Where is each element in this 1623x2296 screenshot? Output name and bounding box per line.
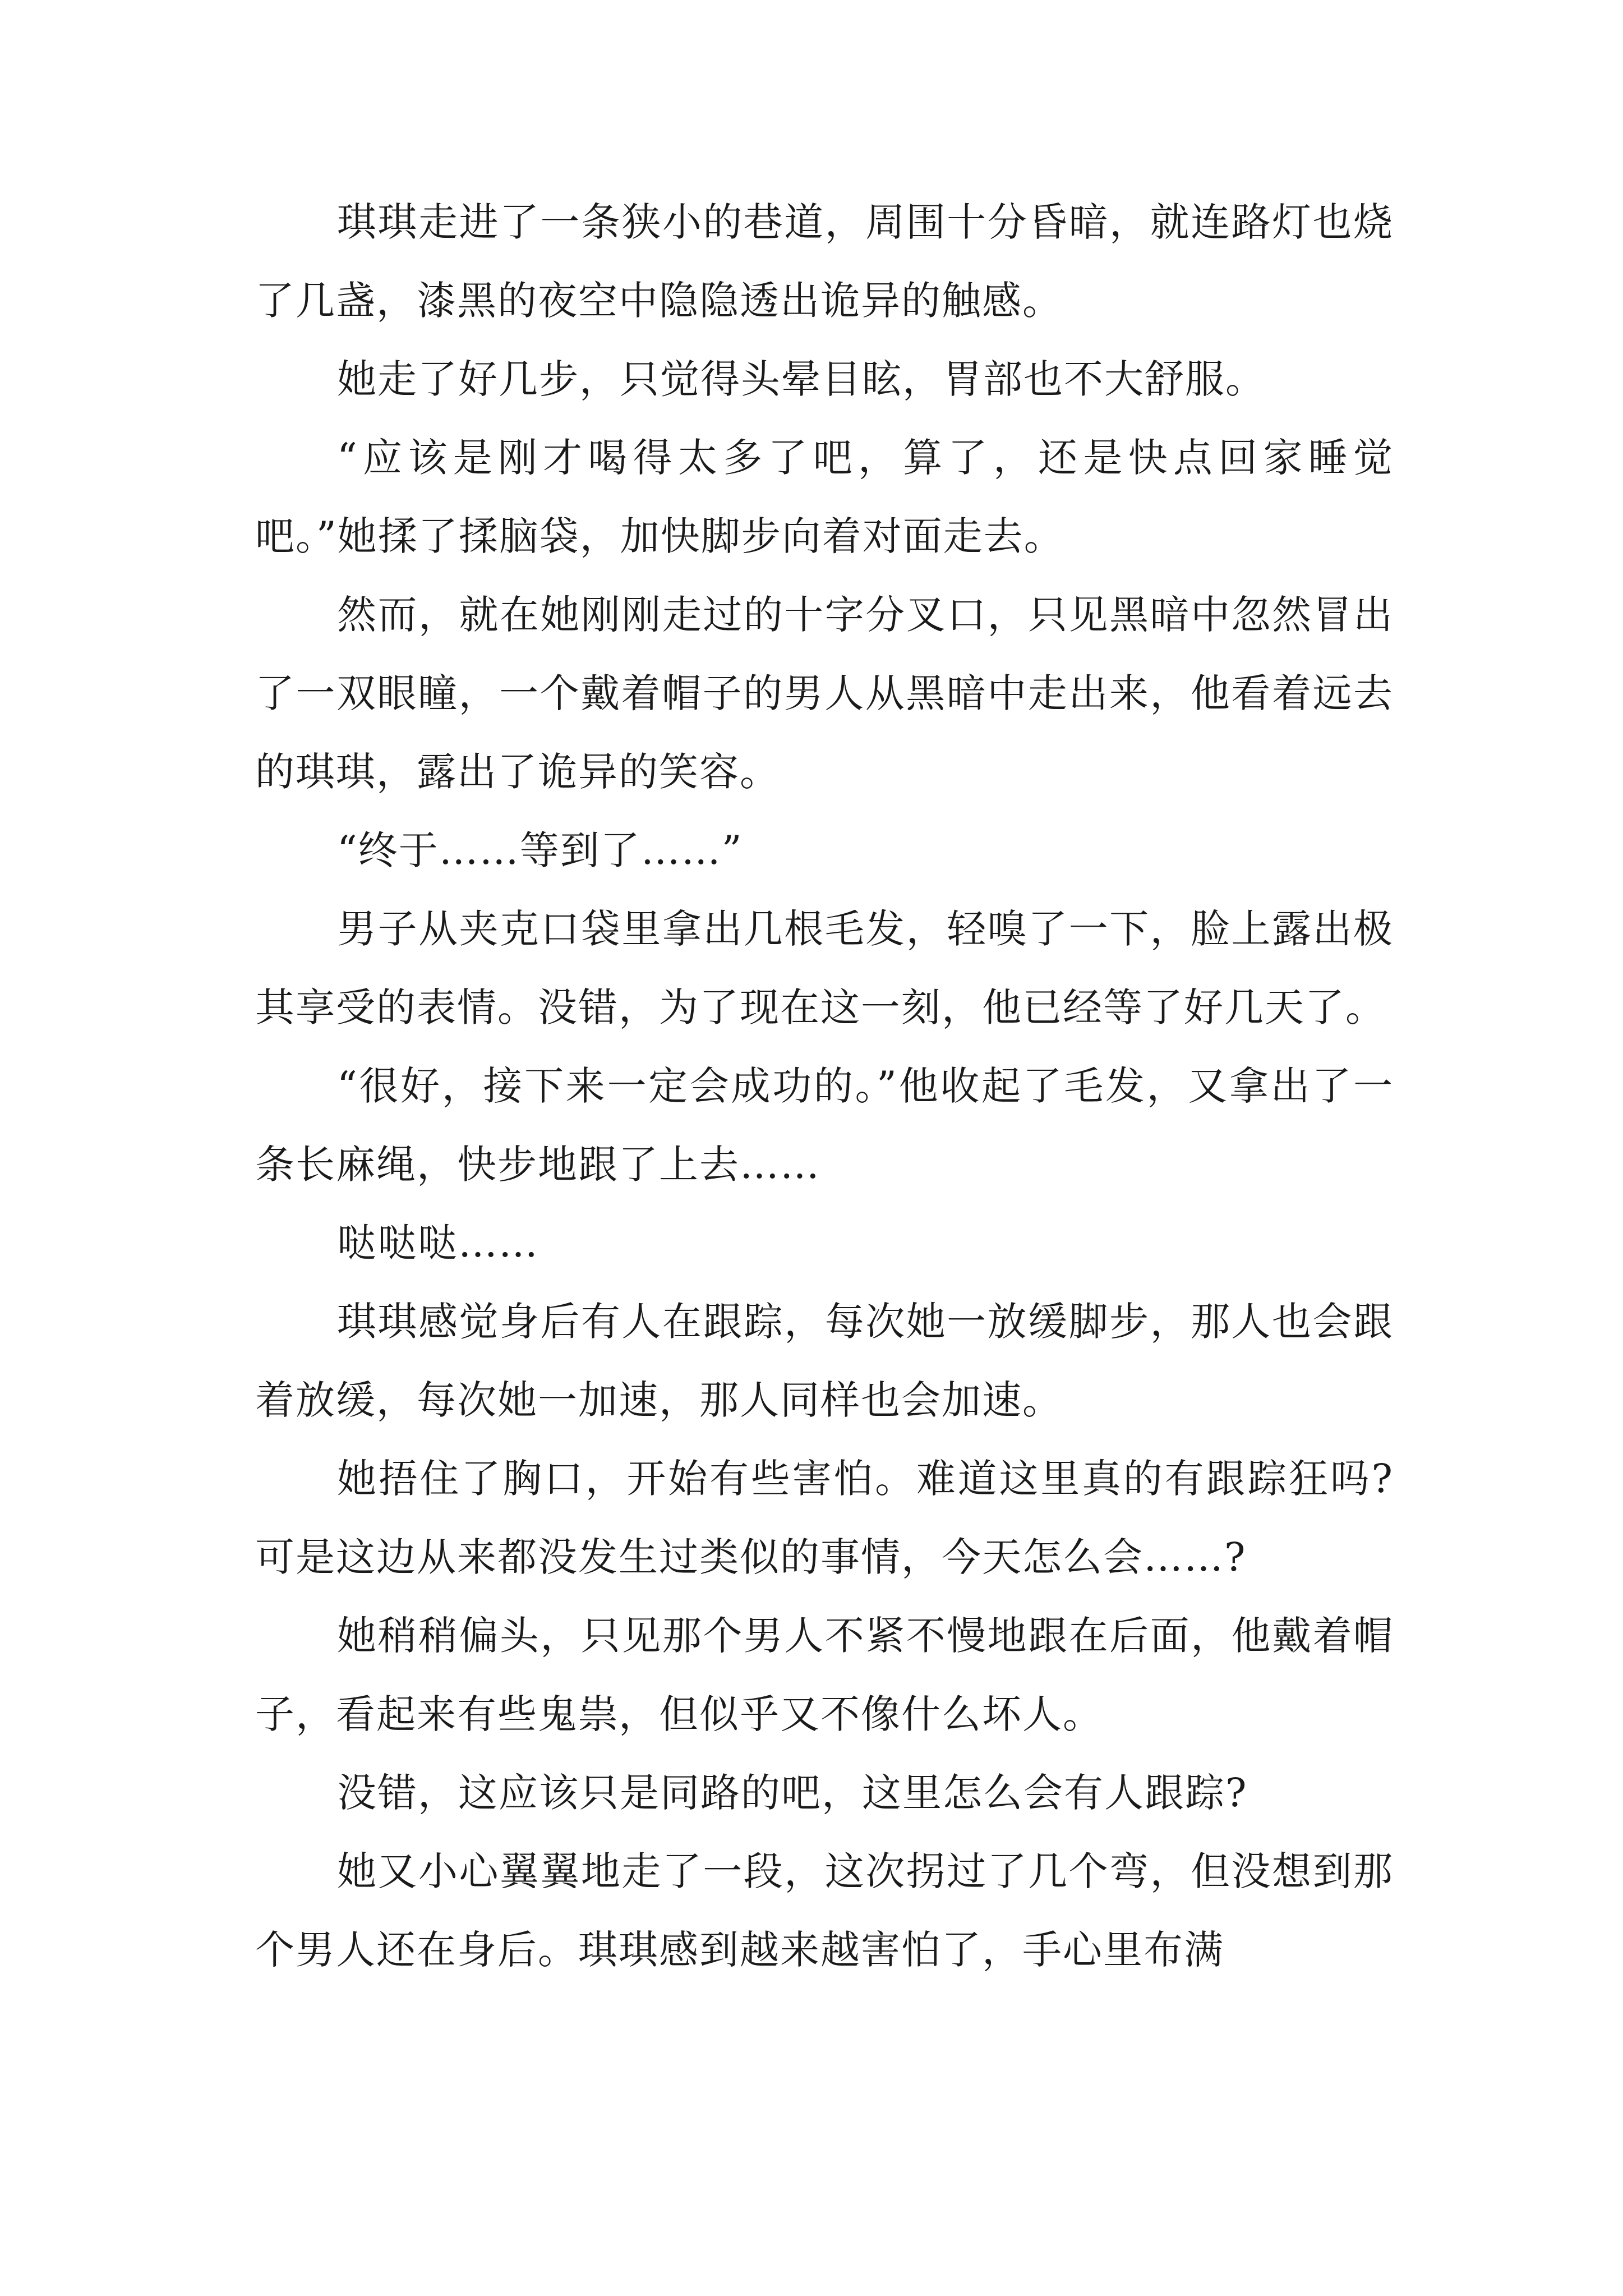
paragraph: 然而，就在她刚刚走过的十字分叉口，只见黑暗中忽然冒出了一双眼瞳，一个戴着帽子的男人从黑暗中走出来，他看着远去的琪琪，露出了诡异的笑容。 xyxy=(255,592,1394,795)
paragraph: “终于……等到了……” xyxy=(337,827,743,873)
paragraph: 她捂住了胸口，开始有些害怕。难道这里真的有跟踪狂吗?可是这边从来都没发生过类似的事情，今天怎么会……? xyxy=(255,1456,1394,1580)
paragraph: 男子从夹克口袋里拿出几根毛发，轻嗅了一下，脸上露出极其享受的表情。没错，为了现在这一刻，他已经等了好几天了。 xyxy=(255,906,1394,1030)
paragraph: 她又小心翼翼地走了一段，这次拐过了几个弯，但没想到那个男人还在身后。琪琪感到越来越害怕了，手心里布满 xyxy=(255,1848,1394,1973)
paragraph: 她稍稍偏头，只见那个男人不紧不慢地跟在后面，他戴着帽子，看起来有些鬼祟，但似乎又不像什么坏人。 xyxy=(255,1613,1394,1737)
paragraph: “应该是刚才喝得太多了吧，算了，还是快点回家睡觉吧。”她揉了揉脑袋，加快脚步向着对面走去。 xyxy=(255,435,1394,559)
paragraph: 她走了好几步，只觉得头晕目眩，胃部也不大舒服。 xyxy=(337,356,1266,402)
paragraph: 没错，这应该只是同路的吧，这里怎么会有人跟踪? xyxy=(337,1770,1248,1816)
paragraph: 哒哒哒…… xyxy=(337,1220,539,1266)
paragraph: 琪琪感觉身后有人在跟踪，每次她一放缓脚步，那人也会跟着放缓，每次她一加速，那人同样也会加速。 xyxy=(255,1299,1394,1423)
paragraph: 琪琪走进了一条狭小的巷道，周围十分昏暗，就连路灯也烧了几盏，漆黑的夜空中隐隐透出诡异的触感。 xyxy=(255,199,1394,324)
paragraph: “很好，接下来一定会成功的。”他收起了毛发，又拿出了一条长麻绳，快步地跟了上去…… xyxy=(255,1063,1394,1188)
story-text xyxy=(255,183,1394,1989)
